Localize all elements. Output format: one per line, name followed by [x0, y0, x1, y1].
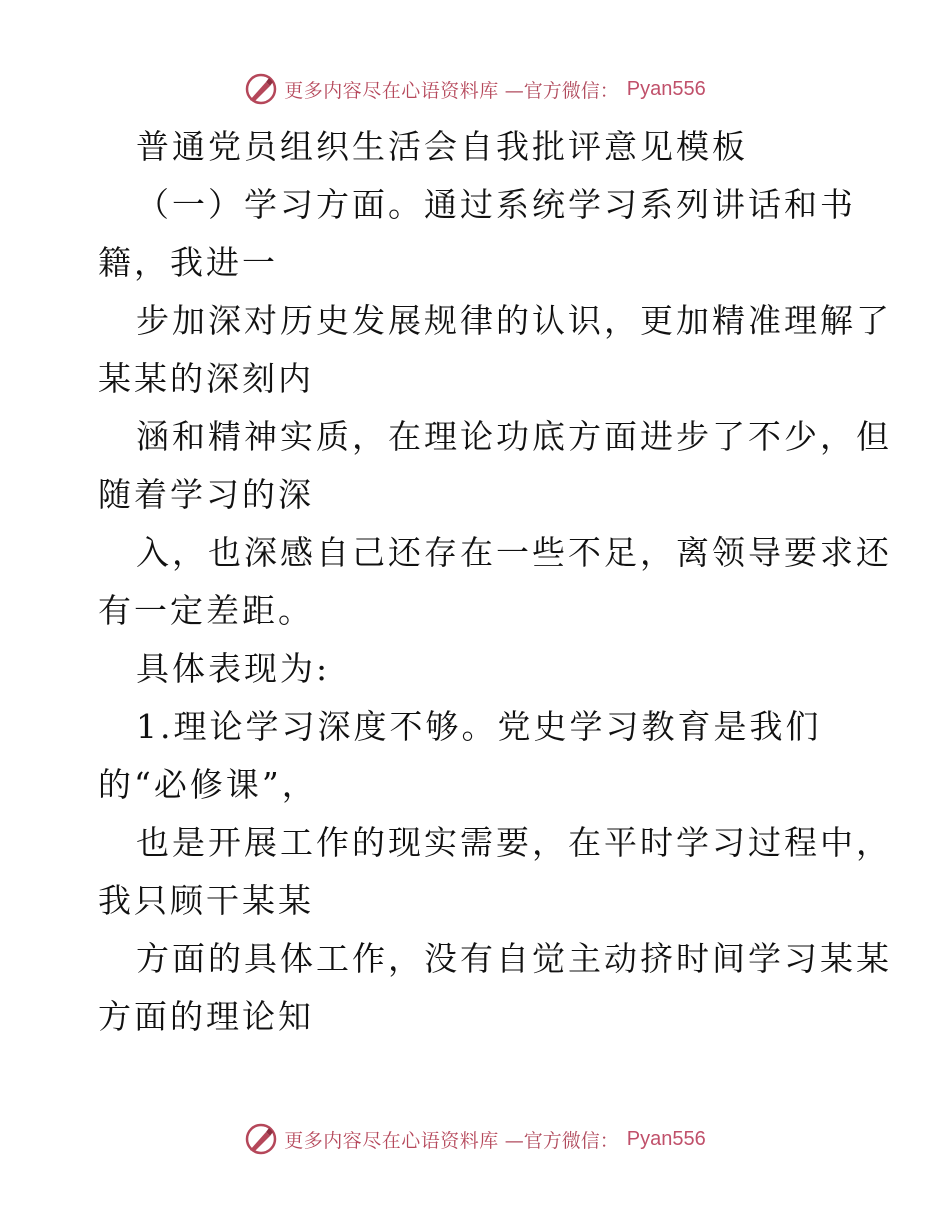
footer-banner-id: Pyan556	[626, 1127, 706, 1150]
header-banner-id: Pyan556	[626, 77, 706, 100]
document-title: 普通党员组织生活会自我批评意见模板	[136, 127, 748, 166]
paragraph-line: 随着学习的深	[98, 475, 314, 514]
paragraph-line: 籍，我进一	[98, 243, 278, 282]
header-banner-text: 更多内容尽在心语资料库	[284, 79, 499, 102]
header-banner	[0, 72, 950, 106]
paragraph-line: 方面的理论知	[98, 997, 314, 1036]
paragraph-line: 1.理论学习深度不够。党史学习教育是我们	[136, 707, 822, 746]
footer-banner	[0, 1122, 950, 1156]
pen-logo-icon	[244, 72, 278, 106]
document-body	[98, 118, 892, 1046]
footer-banner-subtext: —官方微信：	[504, 1129, 619, 1152]
paragraph-line: 我只顾干某某	[98, 881, 314, 920]
footer-banner-text: 更多内容尽在心语资料库	[284, 1129, 499, 1152]
paragraph-line: 具体表现为:	[136, 649, 331, 688]
paragraph-line: 某某的深刻内	[98, 359, 314, 398]
paragraph-line: 的“必修课”，	[98, 765, 318, 804]
paragraph-line: 方面的具体工作，没有自觉主动挤时间学习某某	[136, 939, 892, 978]
paragraph-line: 入，也深感自己还存在一些不足，离领导要求还	[136, 533, 892, 572]
paragraph-line: 步加深对历史发展规律的认识，更加精准理解了	[136, 301, 892, 340]
header-banner-subtext: —官方微信：	[504, 79, 619, 102]
paragraph-line: 也是开展工作的现实需要，在平时学习过程中，	[136, 823, 892, 862]
paragraph-line: 有一定差距。	[98, 591, 314, 630]
paragraph-line: 涵和精神实质，在理论功底方面进步了不少，但	[136, 417, 892, 456]
pen-logo-icon	[244, 1122, 278, 1156]
paragraph-line: （一）学习方面。通过系统学习系列讲话和书	[136, 185, 856, 224]
